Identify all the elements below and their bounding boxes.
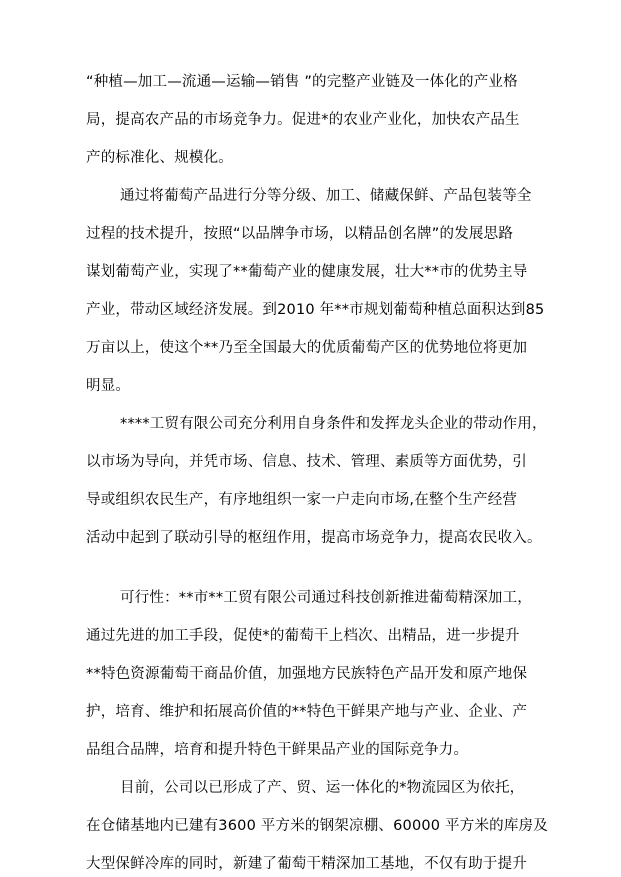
paragraph-1-line-3: 产的标准化、规模化。 xyxy=(86,150,233,166)
paragraph-2-line-5: 万亩以上，使这个**乃至全国最大的优质葡萄产区的优势地位将更加 xyxy=(86,340,528,356)
paragraph-3-line-1: ****工贸有限公司充分利用自身条件和发挥龙头企业的带动作用， xyxy=(120,416,547,432)
paragraph-4-line-5: 品组合品牌，培育和提升特色干鲜果品产业的国际竞争力。 xyxy=(86,742,469,758)
paragraph-1-line-1: “种植—加工—流通—运输—销售 ”的完整产业链及一体化的产业格 xyxy=(86,74,518,90)
paragraph-4-line-4: 护，培育、维护和拓展高价值的**特色干鲜果产地与产业、企业、产 xyxy=(86,704,528,720)
paragraph-5-line-3: 大型保鲜冷库的同时，新建了葡萄干精深加工基地，不仅有助于提升 xyxy=(86,856,527,872)
paragraph-2-line-4: 产业，带动区域经济发展。到2010 年**市规划葡萄种植总面积达到85 xyxy=(86,302,545,318)
paragraph-2-line-1: 通过将葡萄产品进行分等分级、加工、储藏保鲜、产品包装等全 xyxy=(120,188,532,204)
paragraph-4-line-3: **特色资源葡萄干商品价值，加强地方民族特色产品开发和原产地保 xyxy=(86,666,528,682)
paragraph-2-line-2: 过程的技术提升，按照“以品牌争市场，以精品创名牌”的发展思路 xyxy=(86,226,514,242)
paragraph-5-line-1: 目前，公司以已形成了产、贸、运一体化的*物流园区为依托， xyxy=(120,780,525,796)
paragraph-4-line-2: 通过先进的加工手段，促使*的葡萄干上档次、出精品，进一步提升 xyxy=(86,628,520,644)
paragraph-4-line-1: 可行性：**市**工贸有限公司通过科技创新推进葡萄精深加工， xyxy=(120,590,532,606)
paragraph-3-line-4: 活动中起到了联动引导的枢纽作用，提高市场竞争力，提高农民收入。 xyxy=(86,530,542,546)
paragraph-3-line-2: 以市场为导向，并凭市场、信息、技术、管理、素质等方面优势，引 xyxy=(86,454,527,470)
paragraph-3-line-3: 导或组织农民生产，有序地组织一家一户走向市场,在整个生产经营 xyxy=(86,492,518,508)
paragraph-2-line-3: 谋划葡萄产业，实现了**葡萄产业的健康发展，壮大**市的优势主导 xyxy=(86,264,528,280)
paragraph-2-line-6: 明显。 xyxy=(86,378,131,394)
paragraph-5-line-2: 在仓储基地内已建有3600 平方米的钢架凉棚、60000 平方米的库房及 xyxy=(86,818,548,834)
paragraph-1-line-2: 局，提高农产品的市场竞争力。促进*的农业产业化，加快农产品生 xyxy=(86,112,520,128)
